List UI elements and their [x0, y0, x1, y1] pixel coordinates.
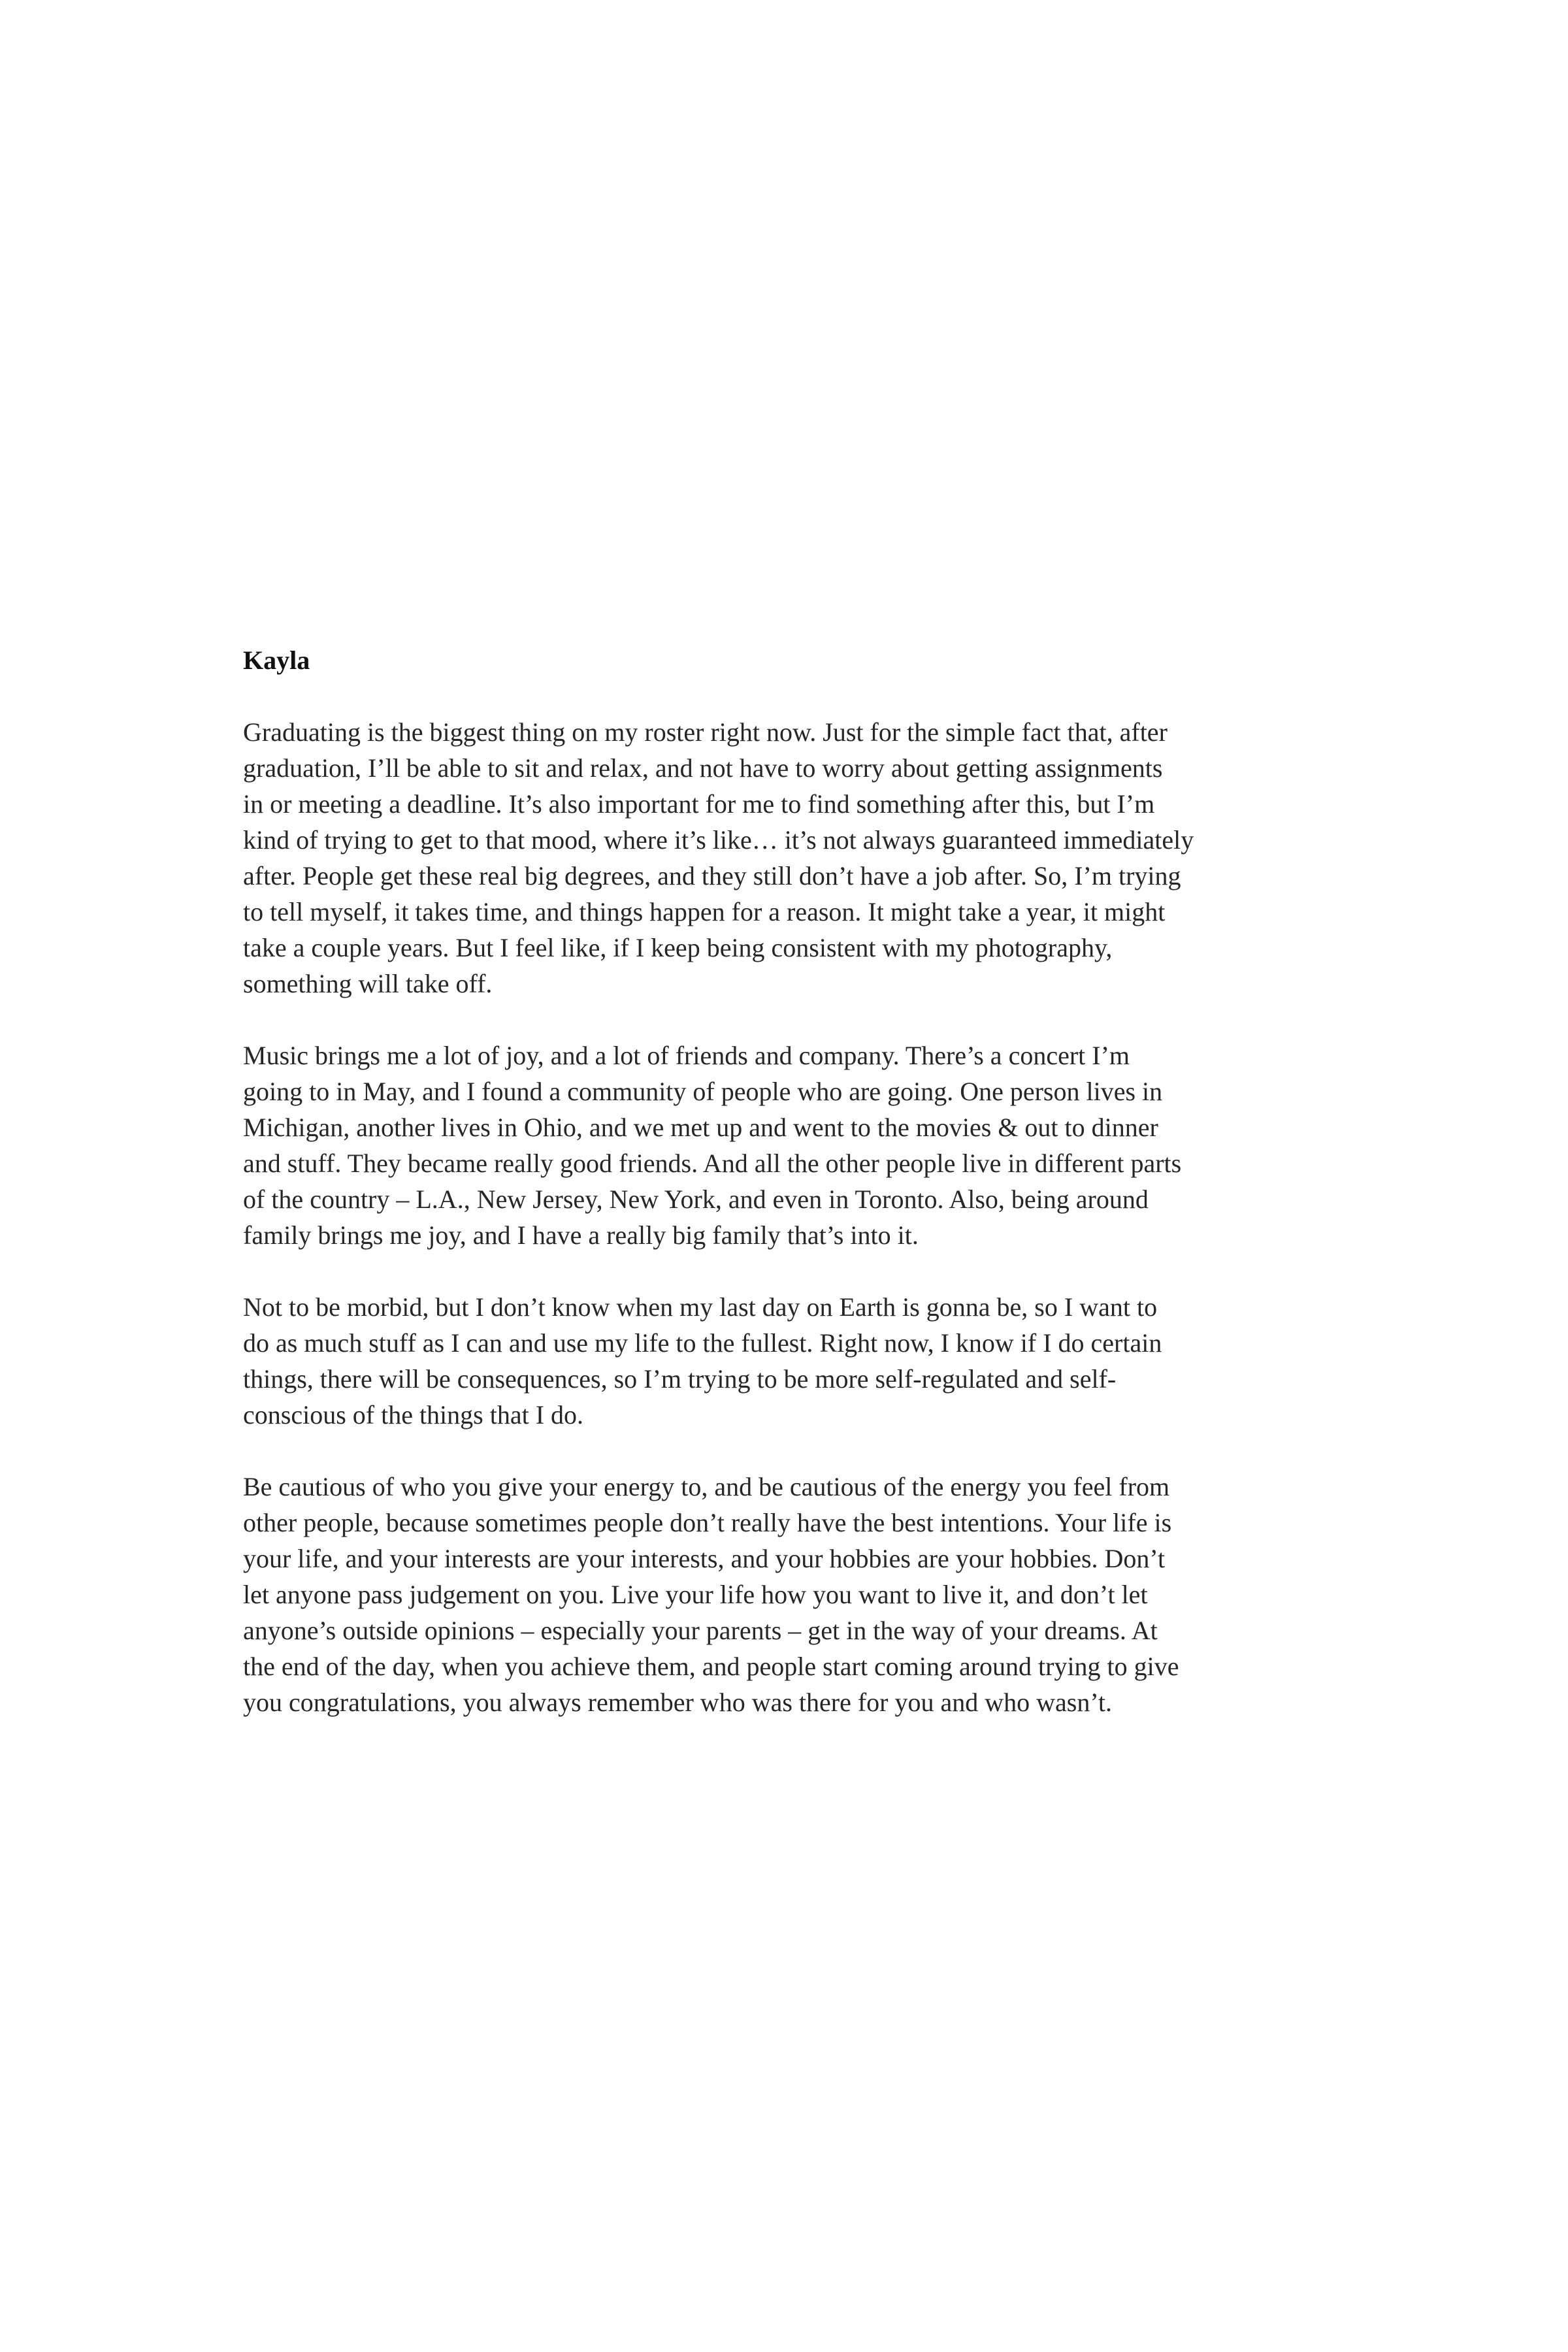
text-line: going to in May, and I found a community of people who are going. One person lives in [243, 1077, 1163, 1106]
text-line: Music brings me a lot of joy, and a lot of friends and company. There’s a concert I’m [243, 1041, 1130, 1070]
paragraph-3 [243, 1289, 1334, 1433]
text-line: Be cautious of who you give your energy to, and be cautious of the energy you feel from [243, 1472, 1170, 1501]
text-line: things, there will be consequences, so I’m trying to be more self-regulated and self- [243, 1364, 1117, 1394]
text-line: your life, and your interests are your interests, and your hobbies are your hobbies. Don’t [243, 1544, 1166, 1573]
text-line: take a couple years. But I feel like, if I keep being consistent with my photography, [243, 933, 1113, 962]
text-line: Michigan, another lives in Ohio, and we met up and went to the movies & out to dinner [243, 1113, 1158, 1142]
text-line: to tell myself, it takes time, and things happen for a reason. It might take a year, it might [243, 897, 1166, 926]
text-line: Graduating is the biggest thing on my roster right now. Just for the simple fact that, after [243, 717, 1168, 747]
text-line: family brings me joy, and I have a really big family that’s into it. [243, 1220, 919, 1250]
text-line: in or meeting a deadline. It’s also important for me to find something after this, but I’m [243, 789, 1155, 819]
page-title: Kayla [243, 645, 310, 675]
paragraph-4 [243, 1469, 1334, 1720]
paragraph-2 [243, 1037, 1334, 1253]
text-line: you congratulations, you always remember who was there for you and who wasn’t. [243, 1688, 1113, 1717]
text-line: let anyone pass judgement on you. Live your life how you want to live it, and don’t let [243, 1580, 1148, 1609]
text-line: something will take off. [243, 969, 493, 998]
text-line: other people, because sometimes people don’t really have the best intentions. Your life is [243, 1508, 1172, 1537]
text-line: Not to be morbid, but I don’t know when my last day on Earth is gonna be, so I want to [243, 1292, 1158, 1322]
text-line: and stuff. They became really good friends. And all the other people live in different parts [243, 1149, 1182, 1178]
text-line: of the country – L.A., New Jersey, New York, and even in Toronto. Also, being around [243, 1184, 1149, 1214]
text-line: the end of the day, when you achieve them, and people start coming around trying to give [243, 1652, 1179, 1681]
text-line: anyone’s outside opinions – especially your parents – get in the way of your dreams. At [243, 1616, 1158, 1645]
text-line: conscious of the things that I do. [243, 1400, 584, 1429]
text-line: after. People get these real big degrees, and they still don’t have a job after. So, I’m trying [243, 861, 1181, 890]
text-line: graduation, I’ll be able to sit and relax, and not have to worry about getting assignments [243, 753, 1163, 783]
text-line: kind of trying to get to that mood, where it’s like… it’s not always guaranteed immediately [243, 825, 1194, 855]
document-body [243, 642, 1334, 1756]
text-line: do as much stuff as I can and use my life to the fullest. Right now, I know if I do certain [243, 1328, 1162, 1358]
paragraph-1 [243, 714, 1334, 1002]
